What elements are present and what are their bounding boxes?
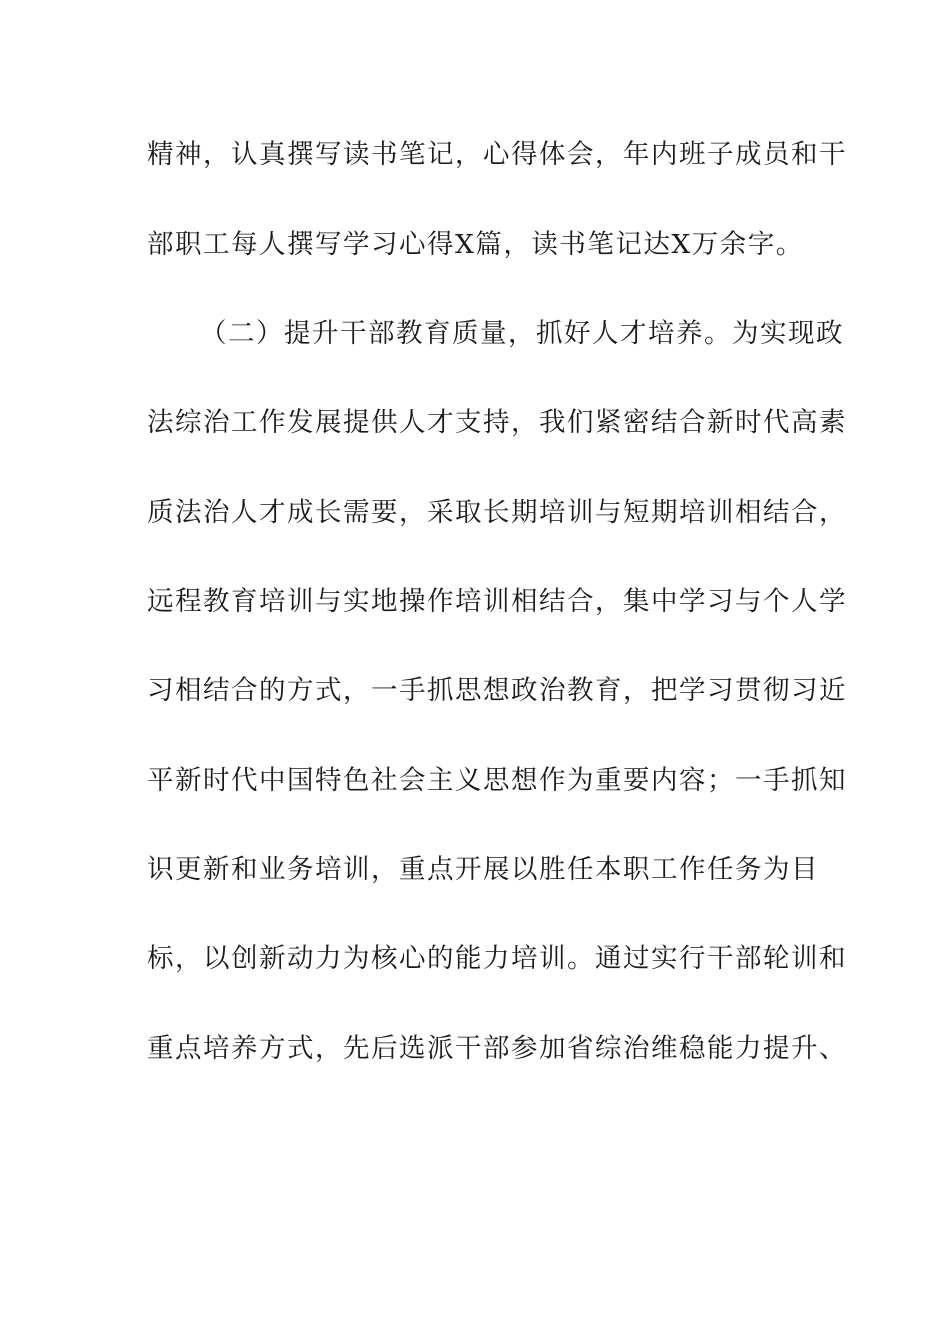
text-line-7: 习相结合的方式，一手抓思想政治教育，把学习贯彻习近 bbox=[147, 675, 847, 706]
text-line-5: 质法治人才成长需要，采取长期培训与短期培训相结合， bbox=[147, 497, 847, 528]
text-line-1: 精神，认真撰写读书笔记，心得体会，年内班子成员和干 bbox=[147, 139, 847, 170]
text-line-4: 法综治工作发展提供人才支持，我们紧密结合新时代高素 bbox=[147, 407, 847, 438]
text-line-9: 识更新和业务培训，重点开展以胜任本职工作任务为目 bbox=[147, 854, 819, 885]
section-heading-line: （二）提升干部教育质量，抓好人才培养。为实现政 bbox=[200, 318, 844, 349]
text-line-10: 标，以创新动力为核心的能力培训。通过实行干部轮训和 bbox=[147, 943, 847, 974]
text-line-2: 部职工每人撰写学习心得X篇，读书笔记达X万余字。 bbox=[147, 229, 804, 260]
text-line-8: 平新时代中国特色社会主义思想作为重要内容；一手抓知 bbox=[147, 765, 847, 796]
text-line-11: 重点培养方式，先后选派干部参加省综治维稳能力提升、 bbox=[147, 1033, 847, 1064]
text-line-6: 远程教育培训与实地操作培训相结合，集中学习与个人学 bbox=[147, 586, 847, 617]
